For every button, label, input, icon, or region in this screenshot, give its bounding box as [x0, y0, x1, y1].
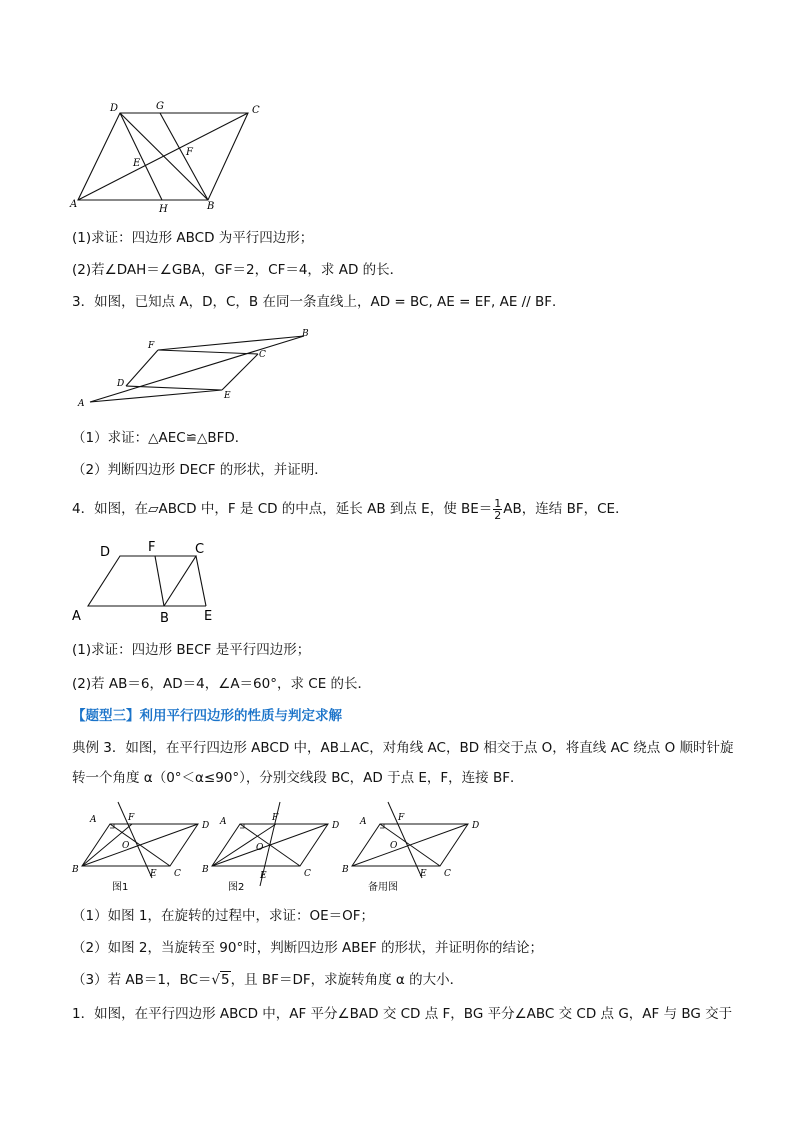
q2-part1: (1)求证：四边形 ABCD 为平行四边形； — [72, 230, 314, 246]
fig2-label-a: A — [78, 399, 85, 409]
fig2-label-d: D — [117, 379, 125, 389]
q4-stem — [72, 496, 629, 522]
q4-frac-num: 1 — [494, 496, 502, 510]
ex-fig2-label-c: C — [304, 869, 311, 879]
ex-fig1-label-c: C — [174, 869, 181, 879]
example3-line1: 典例 3．如图，在平行四边形 ABCD 中，AB⊥AC，对角线 AC，BD 相交于点 O，将直线 AC 绕点 O 顺时针旋 — [72, 740, 734, 756]
fig1-label-g: G — [156, 101, 164, 112]
ex-fig2-label-o: O — [256, 843, 264, 853]
example3-part1: （1）如图 1，在旋转的过程中，求证：OE＝OF； — [72, 908, 375, 924]
fig2-label-b: B — [302, 329, 309, 339]
fig1-label-b: B — [207, 201, 215, 212]
example3-part3 — [72, 970, 463, 990]
fig3-label-e: E — [204, 609, 213, 624]
example3-line2: 转一个角度 α（0°＜α≤90°），分别交线段 BC，AD 于点 E，F，连接 BF． — [72, 770, 524, 786]
fig1-label-e: E — [133, 158, 141, 169]
fig3-label-d: D — [100, 545, 111, 560]
q1-stem: 1．如图，在平行四边形 ABCD 中，AF 平分∠BAD 交 CD 点 F，BG 平分∠ABC 交 CD 点 G，AF 与 BG 交于 — [72, 1006, 733, 1022]
ex-fig1-caption: 图1 — [112, 882, 129, 893]
fig1-label-c: C — [252, 105, 260, 116]
ex-fig1-label-d: D — [202, 821, 210, 831]
example3-part3-b: ，且 BF＝DF，求旋转角度 α 的大小． — [230, 972, 464, 988]
ex-fig3-label-c: C — [444, 869, 451, 879]
ex-fig2-caption: 图2 — [228, 882, 245, 893]
figure-example3-fig3 — [340, 800, 490, 895]
q2-part2: (2)若∠DAH＝∠GBA，GF＝2，CF＝4，求 AD 的长． — [72, 262, 404, 278]
ex-fig3-caption: 备用图 — [368, 882, 398, 893]
example3-part2: （2）如图 2，当旋转至 90°时，判断四边形 ABEF 的形状，并证明你的结论； — [72, 940, 544, 956]
ex-fig3-label-d: D — [472, 821, 480, 831]
fig1-label-f: F — [186, 147, 193, 158]
figure-q3 — [72, 326, 322, 411]
fig2-label-f: F — [148, 341, 155, 351]
q3-stem: 3．如图，已知点 A，D，C，B 在同一条直线上，AD = BC, AE = EF, AE // BF． — [72, 294, 566, 310]
q4-part1: (1)求证：四边形 BECF 是平行四边形； — [72, 642, 311, 658]
ex-fig2-label-f: F — [272, 813, 279, 823]
fig2-label-e: E — [224, 391, 231, 401]
q4-fraction — [493, 498, 502, 521]
ex-fig3-label-f: F — [398, 813, 405, 823]
sqrt-symbol: √ — [211, 972, 221, 988]
q4-part2: (2)若 AB＝6，AD＝4，∠A＝60°，求 CE 的长． — [72, 676, 372, 692]
fig1-label-h: H — [159, 204, 168, 215]
section-title: 【题型三】利用平行四边形的性质与判定求解 — [72, 708, 342, 724]
fig3-label-f: F — [148, 540, 156, 555]
q4-stem-a: 4．如图，在▱ABCD 中，F 是 CD 的中点，延长 AB 到点 E，使 BE＝ — [72, 501, 493, 517]
ex-fig2-label-a: A — [220, 817, 227, 827]
example3-part3-sqrt: 5 — [221, 972, 230, 988]
ex-fig3-label-a: A — [360, 817, 367, 827]
fig3-label-c: C — [195, 542, 205, 557]
example3-part3-a: （3）若 AB＝1，BC＝ — [72, 972, 212, 988]
fig1-label-d: D — [110, 103, 119, 114]
q3-part1: （1）求证：△AEC≌△BFD． — [72, 430, 249, 446]
ex-fig3-label-e: E — [420, 869, 427, 879]
figure-example3-fig1 — [70, 800, 210, 895]
q4-stem-b: AB，连结 BF，CE． — [503, 501, 629, 517]
fig3-label-b: B — [160, 611, 169, 626]
figure-parallelogram-abcd — [60, 95, 280, 220]
ex-fig3-label-b: B — [342, 865, 349, 875]
ex-fig2-label-e: E — [260, 871, 267, 881]
ex-fig3-label-o: O — [390, 841, 398, 851]
ex-fig2-label-d: D — [332, 821, 340, 831]
q3-part2: （2）判断四边形 DECF 的形状，并证明． — [72, 462, 328, 478]
ex-fig1-label-a: A — [90, 815, 97, 825]
ex-fig1-label-o: O — [122, 841, 130, 851]
fig2-label-c: C — [259, 350, 266, 360]
ex-fig1-label-b: B — [72, 865, 79, 875]
fig1-label-a: A — [70, 199, 78, 210]
ex-fig1-label-e: E — [150, 869, 157, 879]
ex-fig2-label-b: B — [202, 865, 209, 875]
fig3-label-a: A — [72, 609, 81, 624]
figure-example3-fig2 — [200, 800, 350, 895]
figure-q4 — [68, 538, 228, 628]
q4-frac-den: 2 — [494, 508, 502, 522]
ex-fig1-label-f: F — [128, 813, 135, 823]
